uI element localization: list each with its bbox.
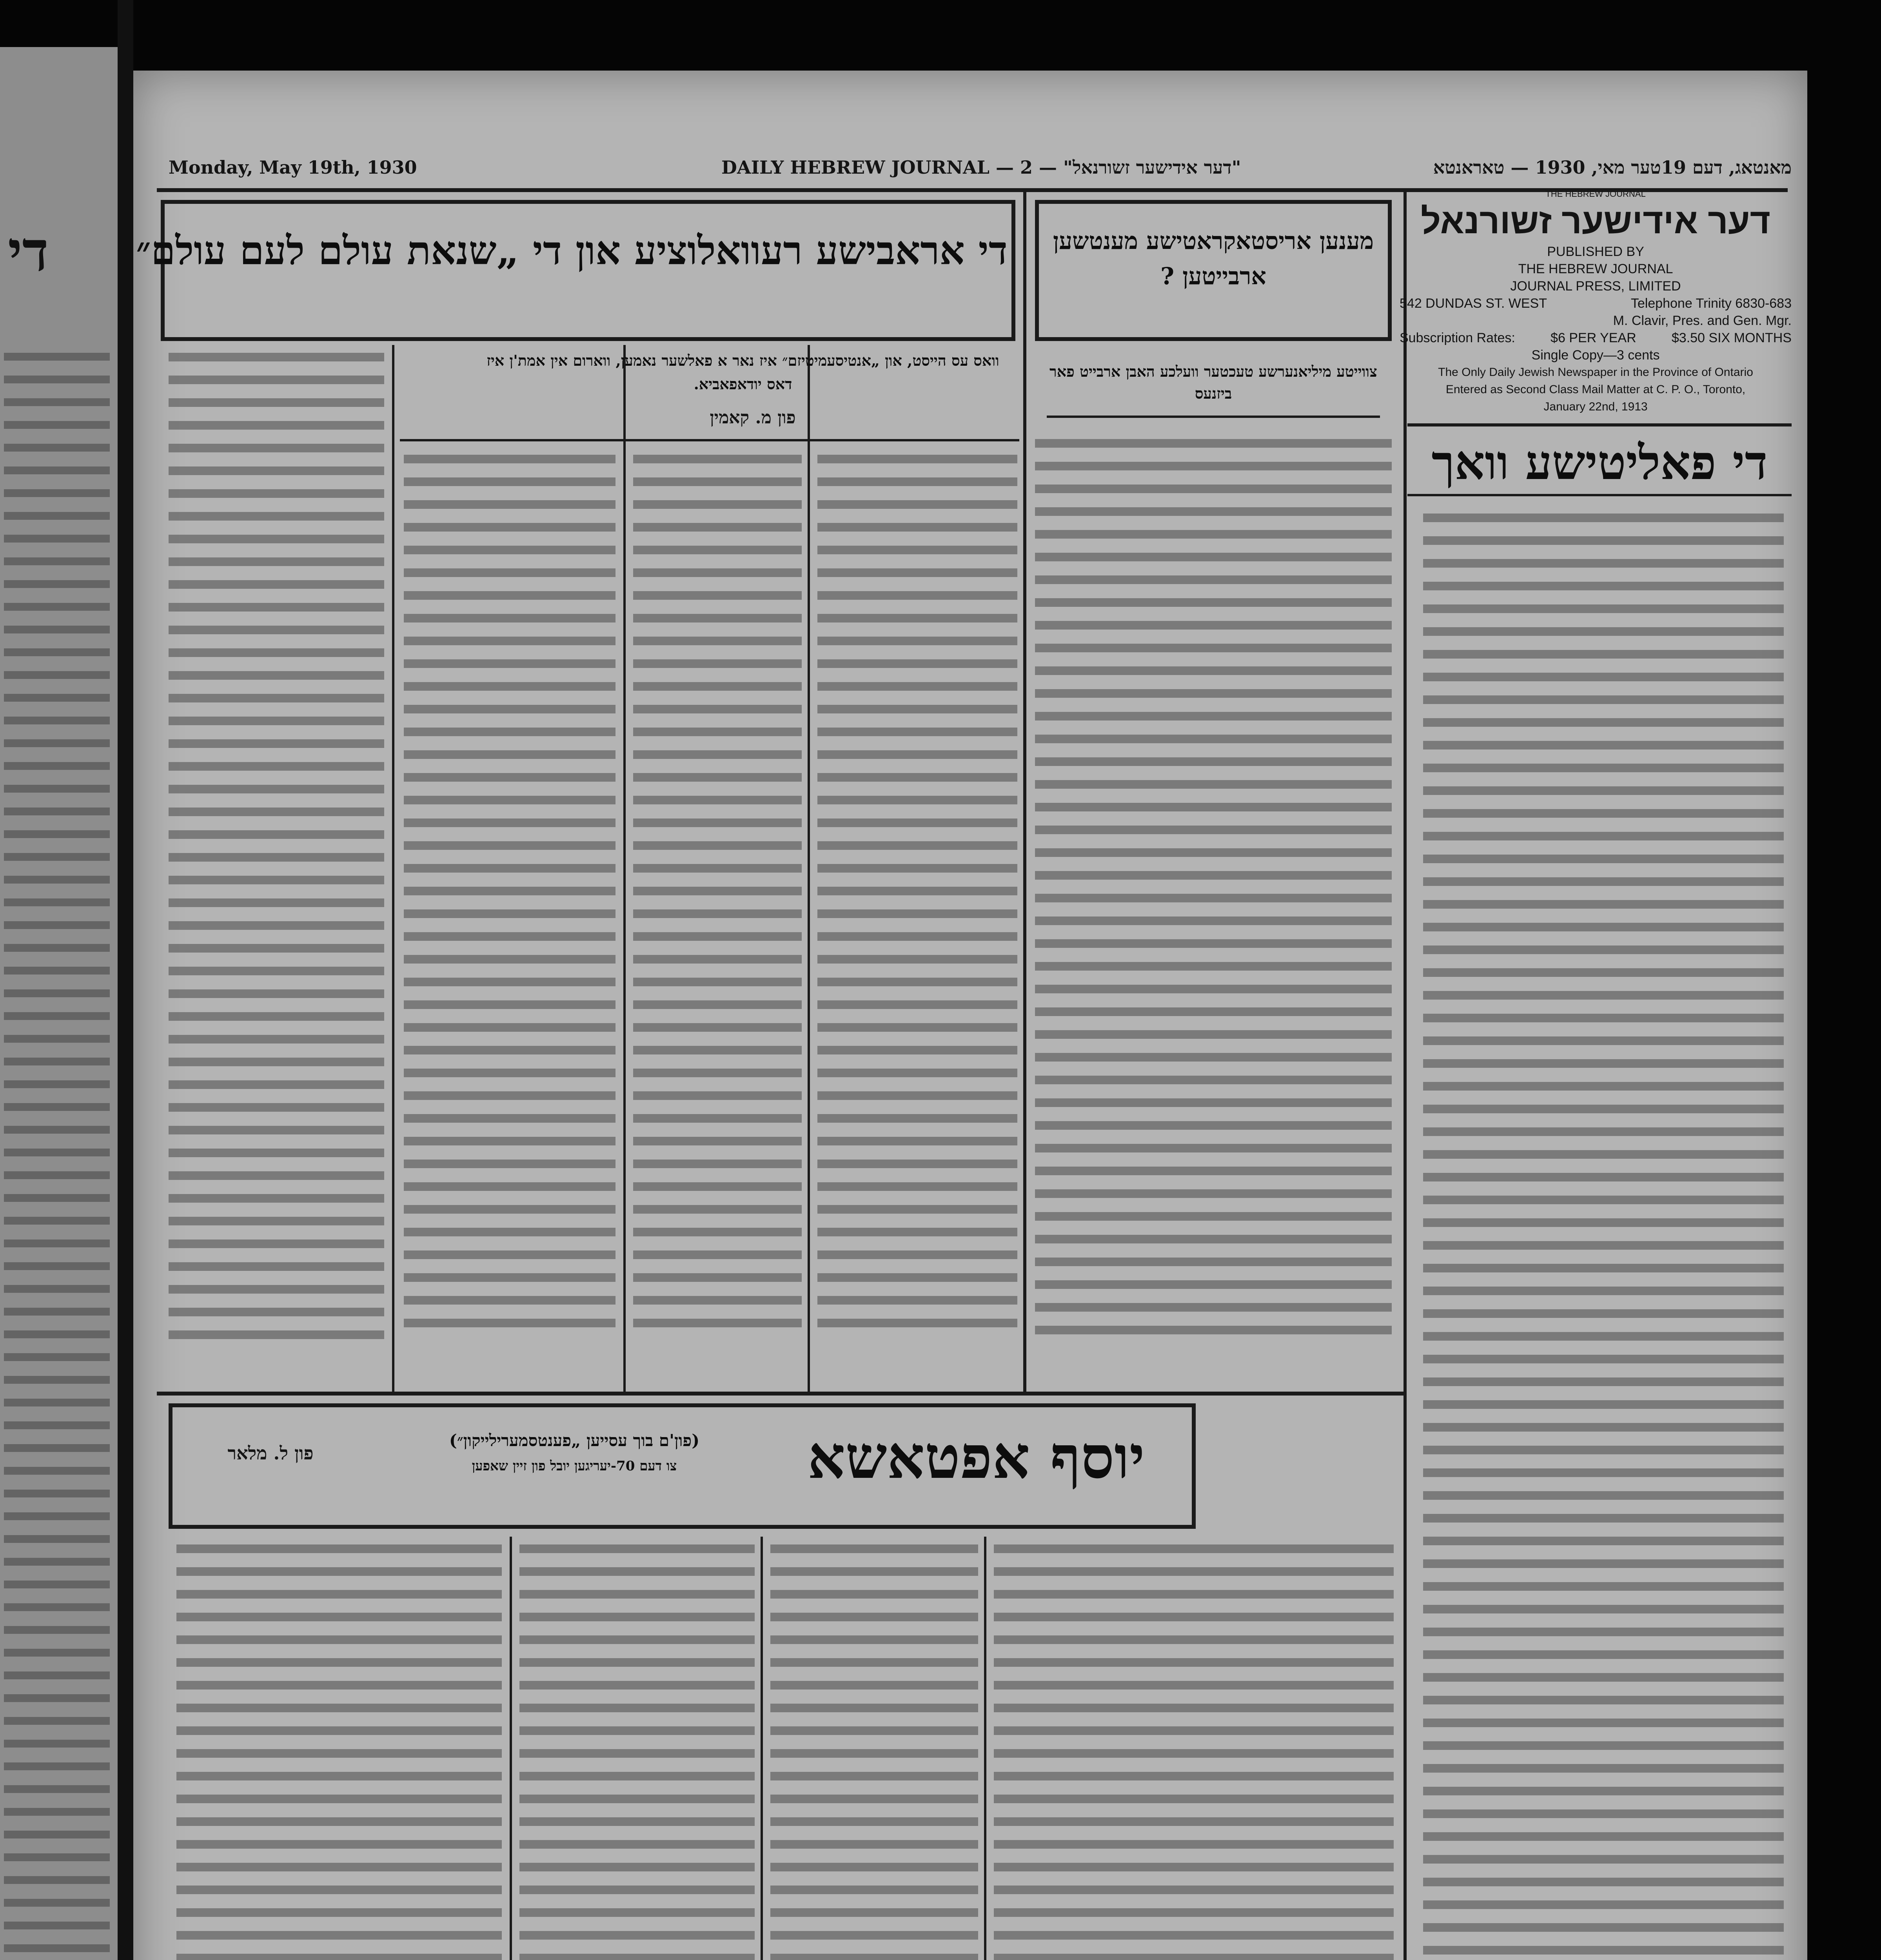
previous-page-column [4,353,110,1960]
serial-subtitle-2: צו דעם 70-יעריגען יובל פון זיין שאפען [472,1458,677,1474]
masthead-entered-date: January 22nd, 1913 [1543,400,1648,413]
masthead-telephone: Telephone Trinity 6830-683 [1630,296,1792,311]
serial-divider [510,1537,512,1960]
boxed-headline: מענען אריסטאקראטישע מענטשען ארבייטען ? [1053,227,1374,290]
main-subhead: וואס עס הייסט, און „אנטיסעמיטיזם״ איז נאר א פאלשער נאמען, ווארום אין אמת'ן איז דאס יודאפאביא. [487,352,999,393]
masthead-rates-year: $6 PER YEAR [1551,330,1636,345]
previous-page-headline: די [8,220,49,284]
serial-title: יוסף אפטאשא [807,1423,1145,1492]
serial-divider [984,1537,986,1960]
masthead [1400,188,1792,416]
folio-center: DAILY HEBREW JOURNAL — 2 — "דער אידישער זשורנאל" [721,157,1241,178]
masthead-title: דער אידישער זשורנאל [1420,202,1771,241]
column-2-text [404,455,616,1341]
main-byline: פון מ. קאמין [710,408,796,428]
column-divider [1023,192,1026,1392]
serial-subtitle: (פון'ם בוך עסייען „פענטסמערילייקון״) [449,1431,700,1450]
newspaper-page [133,71,1807,1960]
masthead-rates-label: Subscription Rates: [1400,330,1515,345]
column-1-text [169,353,384,1353]
masthead-rates-six: $3.50 SIX MONTHS [1671,330,1792,345]
column-5-text [1035,439,1392,1348]
masthead-publisher: THE HEBREW JOURNAL [1518,261,1673,276]
column-divider [808,345,810,1392]
editorial-title: די פאליטישע וואך [1431,435,1768,490]
side-intro: צווייטע מיליאנערשע טעכטער וועלכע האבן ארבייט פאר ביזנעס [1049,363,1377,402]
masthead-single-copy: Single Copy—3 cents [1531,348,1660,363]
masthead-tagline: The Only Daily Jewish Newspaper in the Province of Ontario [1438,366,1753,379]
serial-top-rule [157,1392,1403,1396]
side-rule [1047,416,1380,418]
folio-date-yiddish: מאנטאג, דעם 19טער מאי, 1930 — טאראנטא [1433,157,1792,178]
serial-column-3 [770,1544,978,1960]
masthead-address: 542 DUNDAS ST. WEST [1400,296,1547,311]
folio-date-english: Monday, May 19th, 1930 [169,157,417,178]
editorial-body [1423,514,1784,1960]
masthead-published-by: PUBLISHED BY [1547,244,1644,259]
masthead-staff: M. Clavir, Pres. and Gen. Mgr. [1613,313,1792,328]
serial-column-2 [519,1544,755,1960]
column-divider [1403,192,1407,1960]
serial-divider [761,1537,763,1960]
serial-column-4 [994,1544,1394,1960]
main-subhead-rule [400,439,1019,441]
serial-byline: פון ל. מלאר [227,1443,314,1464]
main-headline: די אראבישע רעוואלוציע און די „שנאת עולם לעם עולם״ [136,227,1008,274]
column-3-text [633,455,802,1341]
editorial-rule [1407,494,1792,496]
masthead-rule [1407,423,1792,426]
column-divider [623,345,626,1392]
serial-column-1 [176,1544,502,1960]
column-4-text [817,455,1017,1341]
masthead-small-top: THE HEBREW JOURNAL [1545,189,1646,199]
column-divider [392,345,394,1392]
masthead-publisher2: JOURNAL PRESS, LIMITED [1510,279,1681,294]
masthead-entered: Entered as Second Class Mail Matter at C. P. O., Toronto, [1445,383,1746,396]
page-gutter [118,0,133,1960]
